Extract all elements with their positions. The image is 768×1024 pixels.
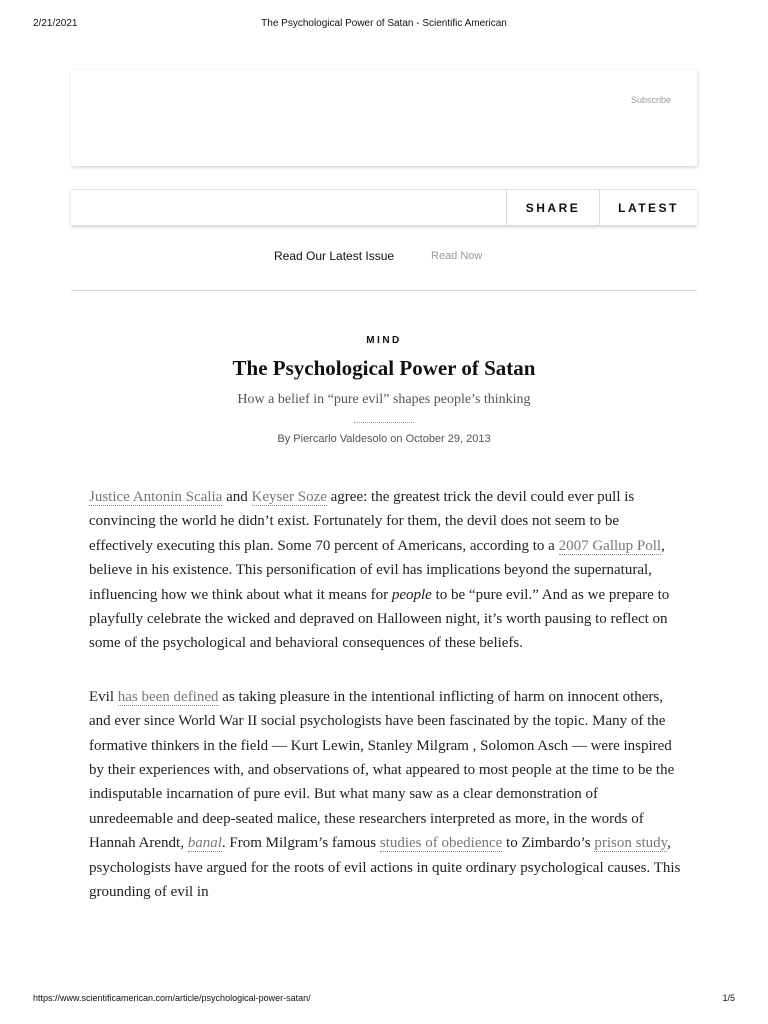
link-prison-study[interactable]: prison study [594,835,668,852]
article-byline: By Piercarlo Valdesolo on October 29, 2013 [277,433,491,445]
article-body [89,485,681,934]
divider [71,290,697,291]
link-keyser-soze[interactable]: Keyser Soze [251,489,327,505]
latest-issue-banner [71,249,697,267]
dotted-divider [354,422,414,423]
masthead-box [71,70,697,166]
article-headline: The Psychological Power of Satan [232,356,536,380]
share-button[interactable]: SHARE [506,190,599,225]
print-page-title: The Psychological Power of Satan - Scientific American [261,18,507,29]
print-page-number: 1/5 [722,993,735,1003]
paragraph-text: . From Milgram’s famous [221,835,380,852]
subscribe-link[interactable]: Subscribe [630,95,671,105]
paragraph-text: and [222,489,252,505]
paragraph-text: to Zimbardo’s [502,835,595,852]
article-paragraph [89,485,681,656]
print-footer [33,993,735,1007]
print-date: 2/21/2021 [33,18,78,29]
link-has-been-defined[interactable]: has been defined [117,688,219,705]
paragraph-text: , psychologists have argued for the roots of evil actions in quite ordinary psychological causes. This grounding of evil in [89,835,681,901]
latest-issue-label: Read Our Latest Issue [274,249,395,263]
latest-button[interactable]: LATEST [599,190,697,225]
link-banal[interactable]: banal [187,835,222,852]
print-url: https://www.scientificamerican.com/article/psychological-power-satan/ [33,993,311,1003]
emphasis-text: people [391,586,432,603]
link-gallup-poll[interactable]: 2007 Gallup Poll [558,537,662,554]
article-toolbar [71,189,697,225]
article-paragraph [89,685,681,905]
link-antonin-scalia[interactable]: Justice Antonin Scalia [89,489,223,505]
article-category: MIND [366,335,402,346]
paragraph-text: as taking pleasure in the intentional inflicting of harm on innocent others, and ever since World War II social psychologists have been fascinated by the topic. Many of the formative thinkers in the field — Kurt Lewin, Stanley Milgram , Solomon Asch — were inspired by their experiences with, and observations of, what appeared to most people at the time to be the indisputable incarnation of pure evil. But what many saw as a clear demonstration of unredeemable and deep-seated malice, these researchers interpreted as more, in the words of Hannah Arendt, [89,688,675,852]
article-subheadline: How a belief in “pure evil” shapes people’s thinking [237,392,531,407]
paragraph-text: agree: the greatest trick the devil could ever pull is convincing the world he didn’t exist. Fortunately for them, the devil does not seem to be effectively executing this plan. Some 70 percent of Americans, according to a [89,489,635,554]
paragraph-text: to be “pure evil.” And as we prepare to playfully celebrate the wicked and depraved on Halloween night, it’s worth pausing to reflect on some of the psychological and behavioral consequences of these beliefs. [89,586,670,652]
print-header [33,18,735,32]
link-studies-of-obedience[interactable]: studies of obedience [379,835,503,852]
paragraph-text: Evil [89,688,118,705]
read-now-link[interactable]: Read Now [431,250,483,262]
paragraph-text: , believe in his existence. This personification of evil has implications beyond the supernatural, influencing how we think about what it means for [89,537,665,603]
